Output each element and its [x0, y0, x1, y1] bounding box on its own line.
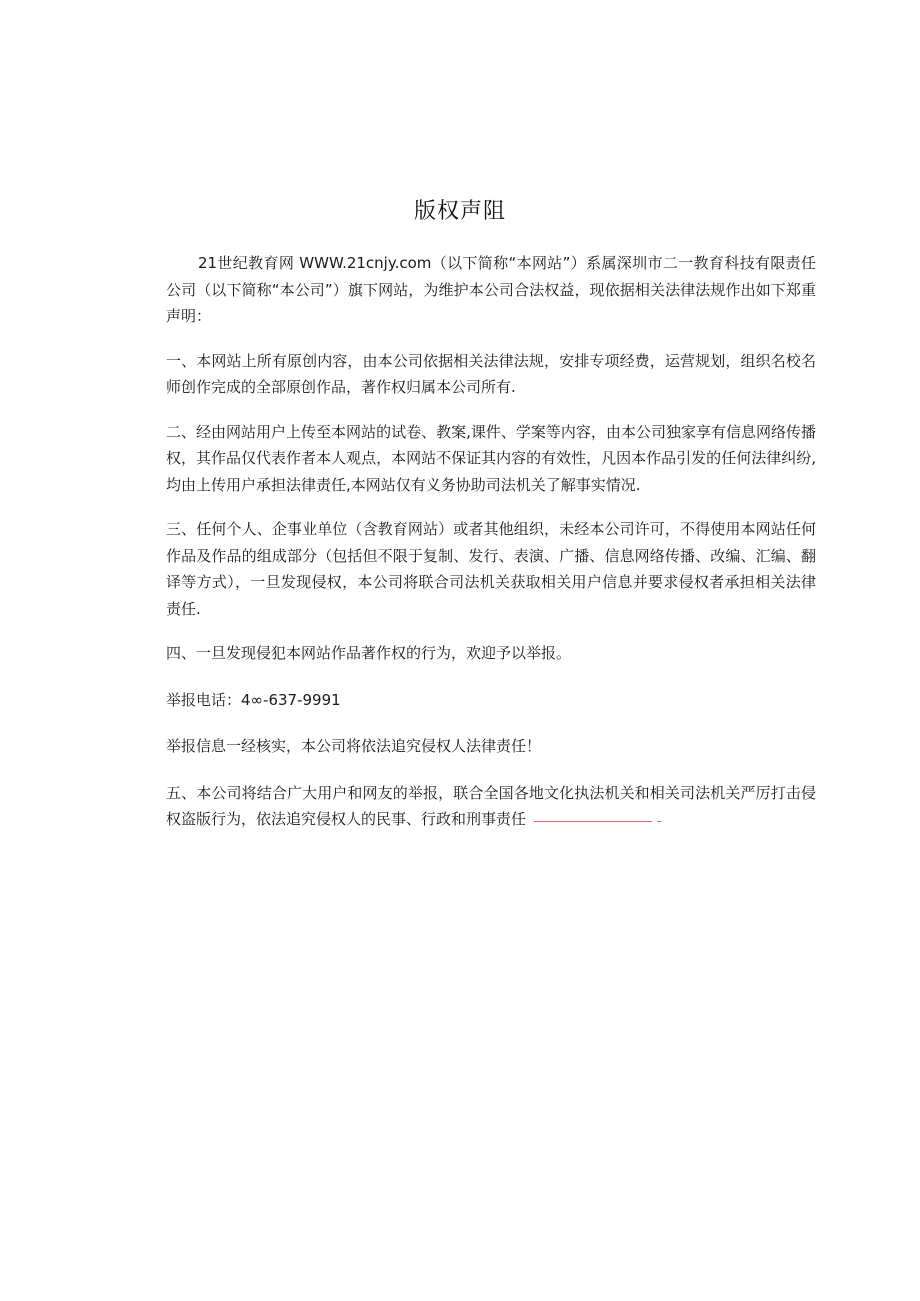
clause-2-paragraph: 二、经由网站用户上传至本网站的试卷、教案,课件、学案等内容，由本公司独家享有信息网络传播权，其作品仅代表作者本人观点，本网站不保证其内容的有效性，凡因本作品引发的任何法律纠纷,均由上传用户承担法律责任,本网站仅有义务协助司法机关了解事实情况. — [166, 422, 816, 494]
clause-5-paragraph — [166, 780, 816, 833]
intro-paragraph: 21世纪教育网 WWW.21cnjy.com（以下简称“本网站”）系属深圳市二一教育科技有限责任公司（以下简称“本公司”）旗下网站，为维护本公司合法权益，现依据相关法律法规作出如下郑重声明： — [166, 254, 816, 325]
red-underline-mark — [534, 821, 652, 822]
clause-1-paragraph: 一、本网站上所有原创内容，由本公司依据相关法律法规，安排专项经费，运营规划，组织名校名师创作完成的全部原创作品，著作权归属本公司所有. — [166, 351, 816, 396]
clause-4-paragraph: 四、一旦发现侵犯本网站作品著作权的行为，欢迎予以举报。 — [166, 644, 572, 662]
report-hotline: 举报电话：4∞-637-9991 — [166, 690, 341, 709]
clause-3-paragraph: 三、任何个人、企事业单位（含教育网站）或者其他组织，未经本公司许可，不得使用本网站任何作品及作品的组成部分（包括但不限于复制、发行、表演、广播、信息网络传播、改编、汇编、翻译等方式），一旦发现侵权，本公司将联合司法机关获取相关用户信息并要求侵权者承担相关法律责任. — [166, 520, 816, 618]
verification-notice: 举报信息一经核实，本公司将依法追究侵权人法律责任！ — [166, 737, 542, 755]
clause-5-text: 五、本公司将结合广大用户和网友的举报，联合全国各地文化执法机关和相关司法机关严厉打击侵权盗版行为，依法追究侵权人的民事、行政和刑事责任 — [166, 783, 816, 828]
document-title: 版权声阻 — [413, 199, 506, 224]
red-tick-mark — [657, 821, 661, 822]
document-body — [166, 250, 816, 851]
